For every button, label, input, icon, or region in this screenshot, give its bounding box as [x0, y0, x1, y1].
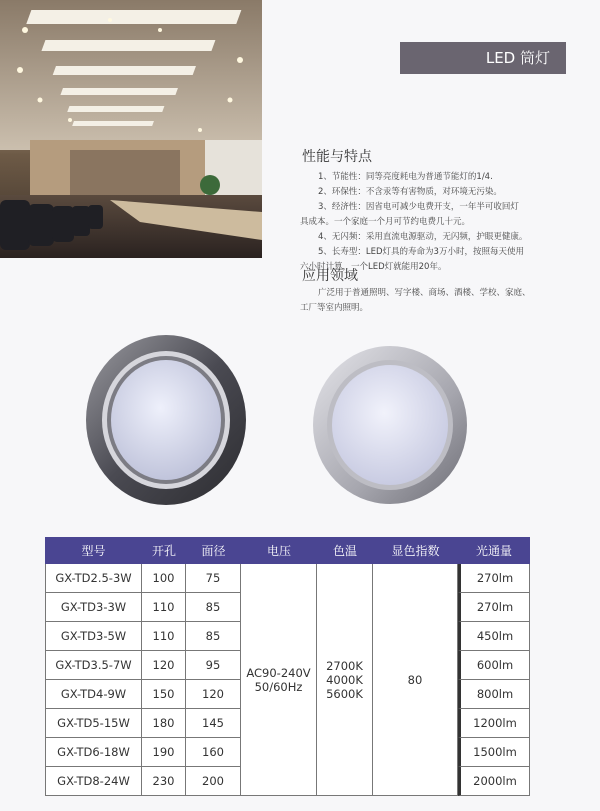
feature-line: 1、节能性：同等亮度耗电为普通节能灯的1/4. — [318, 172, 493, 182]
cell-face: 75 — [186, 564, 241, 593]
cell-lumen: 270lm — [458, 593, 530, 622]
cell-model: GX-TD6-18W — [45, 738, 142, 767]
feature-line: 六小时计算，一个LED灯就能用20年。 — [300, 262, 447, 272]
cell-hole: 110 — [142, 593, 186, 622]
feature-line: 4、无闪频：采用直流电源驱动，无闪频，护眼更健康。 — [318, 232, 528, 242]
cell-model: GX-TD3.5-7W — [45, 651, 142, 680]
voltage-line: AC90-240V — [246, 665, 311, 680]
cell-lumen: 270lm — [458, 564, 530, 593]
cell-hole: 180 — [142, 709, 186, 738]
feature-line: 3、经济性：因省电可减少电费开支，一年半可收回灯 — [318, 202, 519, 212]
spec-table — [45, 537, 530, 796]
header-voltage: 电压 — [241, 537, 317, 564]
cell-lumen: 1200lm — [458, 709, 530, 738]
cell-face: 85 — [186, 622, 241, 651]
cell-hole: 150 — [142, 680, 186, 709]
color-temp-line: 4000K — [326, 672, 363, 687]
header-model: 型号 — [45, 537, 142, 564]
cell-model: GX-TD2.5-3W — [45, 564, 142, 593]
downlight-dark-trim-image — [85, 330, 247, 510]
cell-lumen: 600lm — [458, 651, 530, 680]
application-text — [300, 286, 540, 316]
color-temp-line: 2700K — [326, 658, 363, 673]
cell-face: 120 — [186, 680, 241, 709]
cell-face: 95 — [186, 651, 241, 680]
cell-lumen: 800lm — [458, 680, 530, 709]
application-line: 工厂等室内照明。 — [300, 303, 369, 313]
cell-model: GX-TD8-24W — [45, 767, 142, 796]
table-header-row — [45, 537, 530, 564]
table-row — [45, 564, 530, 593]
feature-line: 2、环保性：不含汞等有害物质，对环境无污染。 — [318, 187, 502, 197]
cell-face: 160 — [186, 738, 241, 767]
header-lumen: 光通量 — [458, 537, 530, 564]
cell-model: GX-TD3-3W — [45, 593, 142, 622]
cell-voltage — [241, 564, 317, 796]
cell-model: GX-TD3-5W — [45, 622, 142, 651]
header-face: 面径 — [186, 537, 241, 564]
downlight-silver-trim-image — [312, 345, 468, 509]
cell-hole: 100 — [142, 564, 186, 593]
product-title-banner: LED 筒灯 — [400, 42, 566, 74]
cell-hole: 120 — [142, 651, 186, 680]
voltage-line: 50/60Hz — [254, 679, 303, 694]
header-hole: 开孔 — [142, 537, 186, 564]
cell-hole: 110 — [142, 622, 186, 651]
cell-model: GX-TD4-9W — [45, 680, 142, 709]
cell-hole: 230 — [142, 767, 186, 796]
feature-line: 具成本。一个家庭一个月可节约电费几十元。 — [300, 217, 471, 227]
cell-face: 200 — [186, 767, 241, 796]
cell-face: 85 — [186, 593, 241, 622]
cell-lumen: 1500lm — [458, 738, 530, 767]
application-heading: 应用领域 — [302, 268, 358, 284]
cell-lumen: 450lm — [458, 622, 530, 651]
header-cri: 显色指数 — [373, 537, 458, 564]
color-temp-line: 5600K — [326, 686, 363, 701]
conference-room-photo — [0, 0, 262, 258]
features-list — [300, 170, 540, 275]
cell-lumen: 2000lm — [458, 767, 530, 796]
header-color-temp: 色温 — [317, 537, 373, 564]
application-line: 广泛用于普通照明、写字楼、商场、酒楼、学校、家庭、 — [318, 288, 531, 298]
feature-line: 5、长寿型：LED灯具的寿命为3万小时，按照每天使用 — [318, 247, 524, 257]
cell-color-temp — [317, 564, 373, 796]
cell-face: 145 — [186, 709, 241, 738]
cell-hole: 190 — [142, 738, 186, 767]
cell-cri: 80 — [373, 564, 458, 796]
features-heading: 性能与特点 — [302, 149, 372, 165]
cell-model: GX-TD5-15W — [45, 709, 142, 738]
